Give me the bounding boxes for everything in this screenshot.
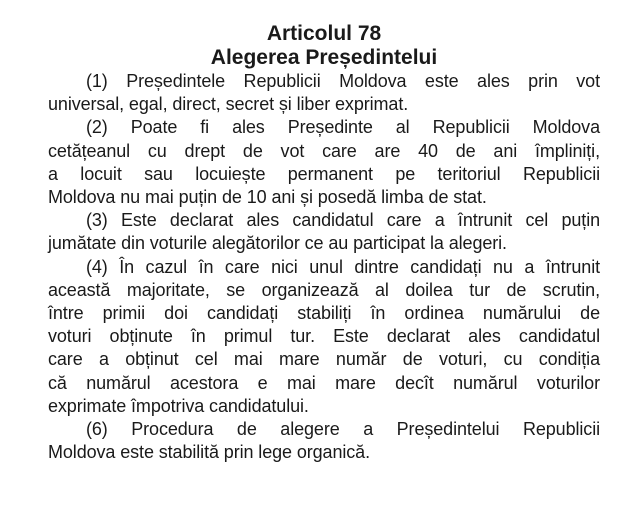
paragraph-line: Moldova este stabilită prin lege organică.	[48, 442, 370, 463]
article-number-title: Articolul 78	[266, 22, 382, 45]
paragraph-line: între primii doi candidați stabiliți în ordinea numărului de	[48, 303, 600, 324]
paragraph-line: jumătate din voturile alegătorilor ce au participat la alegeri.	[48, 233, 507, 254]
paragraph-line: Moldova nu mai puțin de 10 ani și posedă limba de stat.	[48, 187, 487, 208]
paragraph-6	[48, 418, 600, 464]
paragraph-line: voturi obținute în primul tur. Este declarat ales candidatul	[48, 326, 600, 347]
paragraph-line: (3) Este declarat ales candidatul care a întrunit cel puțin	[86, 210, 600, 231]
paragraph-3	[48, 209, 600, 255]
paragraph-line: (6) Procedura de alegere a Președintelui Republicii	[86, 419, 600, 440]
paragraph-line: care a obținut cel mai mare număr de voturi, cu condiția	[48, 349, 600, 370]
paragraph-4	[48, 256, 600, 418]
paragraph-line: cetățeanul cu drept de vot care are 40 de ani împliniți,	[48, 140, 600, 161]
paragraph-line: această majoritate, se organizează al doilea tur de scrutin,	[48, 279, 600, 300]
paragraph-line: (1) Președintele Republicii Moldova este ales prin vot	[86, 71, 600, 91]
paragraph-line: că numărul acestora e mai mare decît numărul voturilor	[48, 372, 600, 393]
paragraph-line: (4) În cazul în care nici unul dintre candidați nu a întrunit	[86, 256, 600, 277]
article-document	[48, 22, 600, 464]
paragraph-line: a locuit sau locuiește permanent pe teritoriul Republicii	[48, 163, 600, 184]
article-heading: Alegerea Președintelui	[210, 46, 438, 69]
paragraph-line: (2) Poate fi ales Președinte al Republicii Moldova	[86, 117, 600, 138]
paragraph-line: universal, egal, direct, secret și liber exprimat.	[48, 94, 409, 115]
paragraph-line: exprimate împotriva candidatului.	[48, 395, 309, 416]
paragraph-1	[48, 70, 600, 116]
paragraph-2	[48, 116, 600, 209]
